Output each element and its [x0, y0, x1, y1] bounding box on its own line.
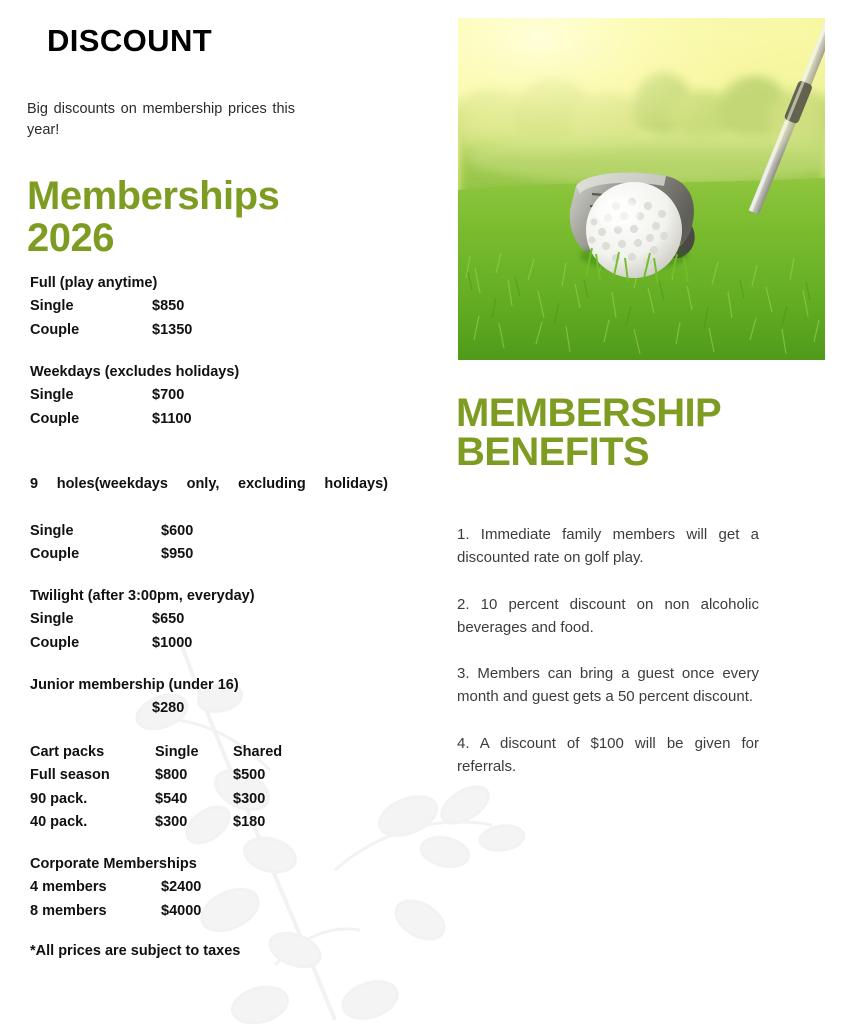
benefits-heading-line2: BENEFITS	[456, 430, 649, 475]
cart-packs-table	[30, 741, 400, 835]
cart-pack-single: $800	[155, 767, 188, 784]
price-row	[30, 632, 400, 655]
benefit-item: 2. 10 percent discount on non alcoholic beverages and food.	[457, 595, 759, 636]
category-title-nine-holes: 9 holes(weekdays only, excluding holidays)	[30, 476, 388, 492]
cart-pack-label: Full season	[30, 767, 110, 784]
price-block-twilight	[30, 585, 400, 655]
category-title-junior: Junior membership (under 16)	[30, 677, 239, 693]
price-value: $4000	[161, 902, 202, 919]
junior-price-value: $280	[152, 700, 185, 717]
table-header-row	[30, 741, 400, 764]
price-block-nine-holes	[30, 473, 388, 567]
table-row	[30, 788, 400, 811]
price-value: $1350	[152, 321, 193, 338]
price-value: $650	[152, 611, 185, 628]
price-label: Single	[30, 611, 74, 628]
price-row	[30, 295, 400, 318]
price-row	[30, 408, 400, 431]
discount-title: DISCOUNT	[47, 23, 213, 58]
right-column	[440, 0, 859, 1024]
price-row	[30, 319, 400, 342]
price-row	[30, 520, 388, 543]
benefits-heading-line1: MEMBERSHIP	[456, 391, 722, 435]
benefits-heading	[456, 391, 846, 475]
price-label: Couple	[30, 546, 80, 563]
price-row	[30, 608, 400, 631]
price-value: $600	[161, 522, 194, 539]
price-label: Single	[30, 298, 74, 315]
memberships-heading-line2: 2026	[27, 216, 114, 260]
cart-pack-single: $300	[155, 814, 188, 831]
category-title-full: Full (play anytime)	[30, 275, 158, 291]
cart-pack-shared: $300	[233, 790, 266, 807]
cart-pack-shared: $180	[233, 814, 266, 831]
price-block-weekdays	[30, 361, 400, 431]
price-value: $950	[161, 546, 194, 563]
cart-pack-label: 90 pack.	[30, 790, 88, 807]
price-row	[30, 900, 400, 923]
price-value: $850	[152, 298, 185, 315]
price-value: $2400	[161, 879, 202, 896]
memberships-heading-line1: Memberships	[27, 174, 280, 218]
price-row	[30, 384, 400, 407]
price-label: Couple	[30, 410, 80, 427]
benefit-item: 4. A discount of $100 will be given for referrals.	[457, 734, 759, 775]
category-title-weekdays: Weekdays (excludes holidays)	[30, 364, 240, 380]
price-label: 4 members	[30, 879, 107, 896]
price-label: Single	[30, 522, 74, 539]
price-label: 8 members	[30, 902, 107, 919]
price-value: $1100	[152, 410, 192, 427]
intro-paragraph: Big discounts on membership prices this year!	[27, 101, 295, 139]
price-block-junior	[30, 674, 400, 721]
column-header-category: Cart packs	[30, 744, 105, 760]
price-label: Single	[30, 387, 74, 404]
memberships-heading	[27, 175, 427, 259]
category-title-corporate: Corporate Memberships	[30, 856, 197, 872]
benefits-list	[457, 508, 759, 778]
cart-pack-label: 40 pack.	[30, 814, 88, 831]
price-row	[30, 543, 388, 566]
price-label: Couple	[30, 634, 80, 651]
column-header-single: Single	[155, 744, 199, 760]
price-footnote: *All prices are subject to taxes	[30, 943, 241, 959]
benefit-item: 3. Members can bring a guest once every month and guest gets a 50 percent discount.	[457, 665, 759, 706]
price-label: Couple	[30, 321, 80, 338]
benefit-item: 1. Immediate family members will get a discounted rate on golf play.	[457, 526, 759, 567]
price-value: $1000	[152, 634, 193, 651]
cart-pack-single: $540	[155, 790, 188, 807]
table-row	[30, 811, 400, 834]
cart-pack-shared: $500	[233, 767, 266, 784]
price-block-full	[30, 272, 400, 342]
price-row	[30, 876, 400, 899]
price-block-corporate	[30, 853, 400, 923]
table-row	[30, 764, 400, 787]
column-header-shared: Shared	[233, 744, 283, 760]
price-value: $700	[152, 387, 185, 404]
golf-hero-image	[458, 18, 825, 360]
category-title-twilight: Twilight (after 3:00pm, everyday)	[30, 588, 255, 604]
